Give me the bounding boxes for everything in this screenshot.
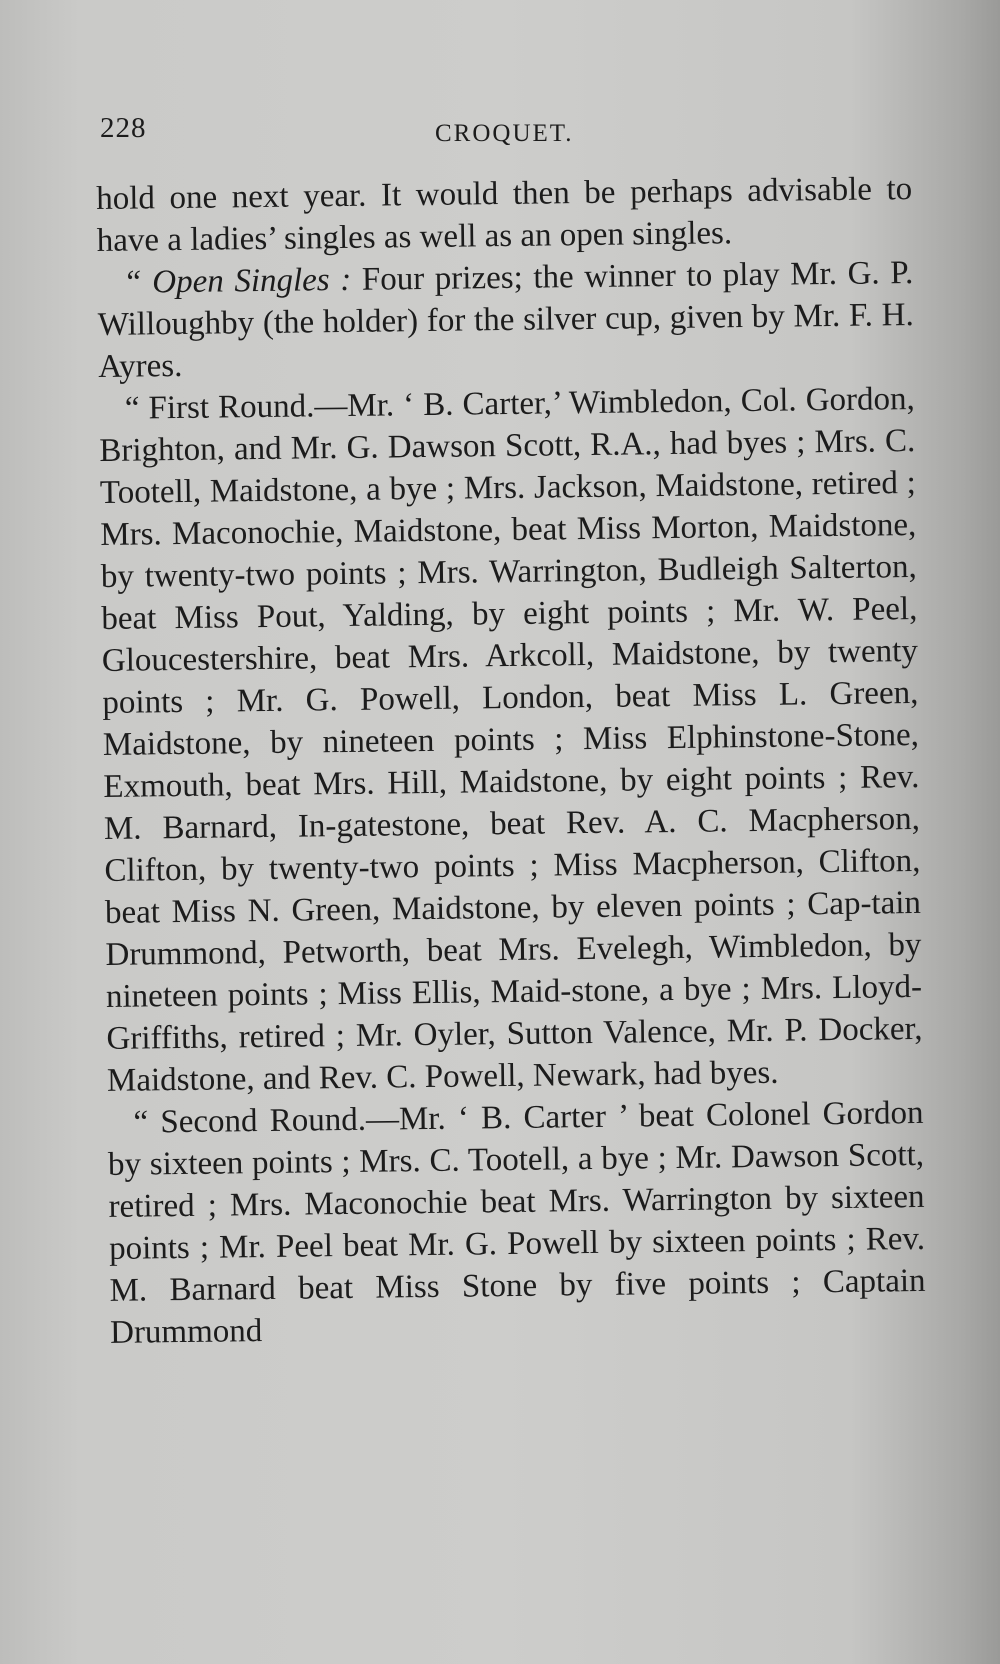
paragraph-open-singles-text: Four prizes; the winner to play Mr. G. P. Willoughby (the holder) for the silver cup, given by Mr. F. H. Ayres. [97, 255, 914, 385]
body-text [96, 168, 926, 1354]
page-header [100, 112, 910, 152]
paragraph-first-round: “ First Round.—Mr. ‘ B. Carter,’ Wimbledon, Col. Gordon, Brighton, and Mr. G. Dawson Scott, R.A., had byes ; Mrs. C. Tootell, Maidstone, a bye ; Mrs. Jackson, Maidstone, retired ; Mrs. Maconochie, Maidstone, beat Miss Morton, Maidstone, by twenty-two points ; Mrs. Warrington, Budleigh Salterton, beat Miss Pout, Yalding, by eight points ; Mr. W. Peel, Gloucestershire, beat Mrs. Arkcoll, Maidstone, by twenty points ; Mr. G. Powell, London, beat Miss L. Green, Maidstone, by nineteen points ; Miss Elphinstone-Stone, Exmouth, beat Mrs. Hill, Maidstone, by eight points ; Rev. M. Barnard, In-gatestone, beat Rev. A. C. Macpherson, Clifton, by twenty-two points ; Miss Macpherson, Clifton, beat Miss N. Green, Maidstone, by eleven points ; Cap-tain Drummond, Petworth, beat Mrs. Evelegh, Wimbledon, by nineteen points ; Miss Ellis, Maid-stone, a bye ; Mrs. Lloyd-Griffiths, retired ; Mr. Oyler, Sutton Valence, Mr. P. Docker, Maidstone, and Rev. C. Powell, Newark, had byes. [99, 381, 923, 1099]
page-number: 228 [100, 112, 147, 144]
paragraph-open-singles [97, 252, 914, 388]
paragraph-second-round: “ Second Round.—Mr. ‘ B. Carter ’ beat Colonel Gordon by sixteen points ; Mrs. C. Tootell, a bye ; Mr. Dawson Scott, retired ; Mrs. Maconochie beat Mrs. Warrington by sixteen points ; Mr. Peel beat Mr. G. Powell by sixteen points ; Rev. M. Barnard beat Miss Stone by five points ; Captain Drummond [107, 1094, 926, 1351]
running-head: CROQUET. [435, 120, 574, 147]
paragraph-continuation: hold one next year. It would then be perhaps advisable to have a ladies’ singles as well as an open singles. [96, 171, 913, 259]
section-heading-open-singles: “ Open Singles : [123, 261, 352, 301]
